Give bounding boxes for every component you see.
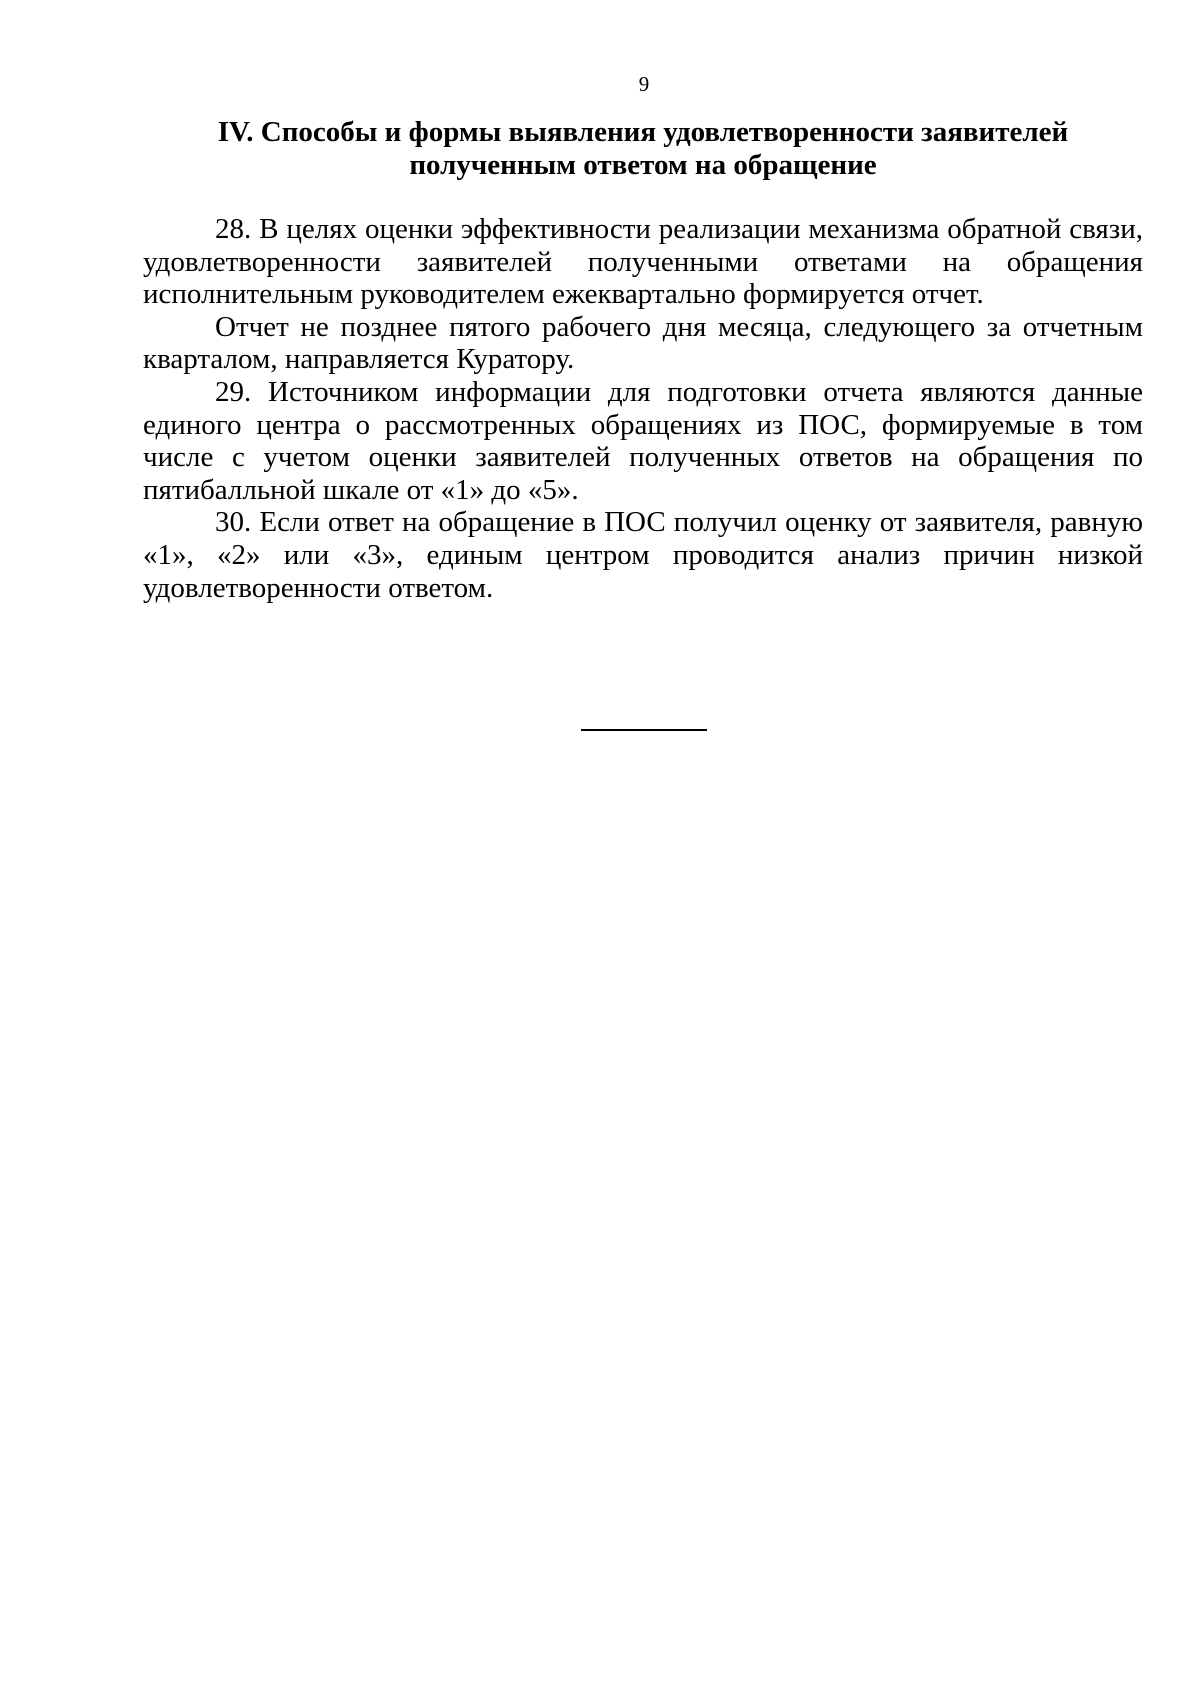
section-heading bbox=[143, 116, 1143, 182]
body-text bbox=[143, 213, 1143, 604]
paragraph-28-report: Отчет не позднее пятого рабочего дня месяца, следующего за отчетным кварталом, направляется Куратору. bbox=[143, 310, 1143, 376]
section-heading-line-1: IV. Способы и формы выявления удовлетворенности заявителей bbox=[217, 116, 1069, 148]
paragraph-28: 28. В целях оценки эффективности реализации механизма обратной связи, удовлетворенности заявителей полученными ответами на обращения исполнительным руководителем ежеквартально формируется отчет. bbox=[143, 213, 1143, 311]
paragraph-30: 30. Если ответ на обращение в ПОС получил оценку от заявителя, равную «1», «2» или «3», единым центром проводится анализ причин низкой удовлетворенности ответом. bbox=[143, 506, 1143, 604]
section-heading-line-2: полученным ответом на обращение bbox=[409, 149, 877, 181]
paragraph-29: 29. Источником информации для подготовки отчета являются данные единого центра о рассмотренных обращениях из ПОС, формируемые в том числе с учетом оценки заявителей полученных ответов на обращения по пятибалльной шкале от «1» до «5». bbox=[143, 375, 1143, 506]
page-number: 9 bbox=[638, 72, 650, 96]
closing-rule bbox=[581, 729, 707, 731]
